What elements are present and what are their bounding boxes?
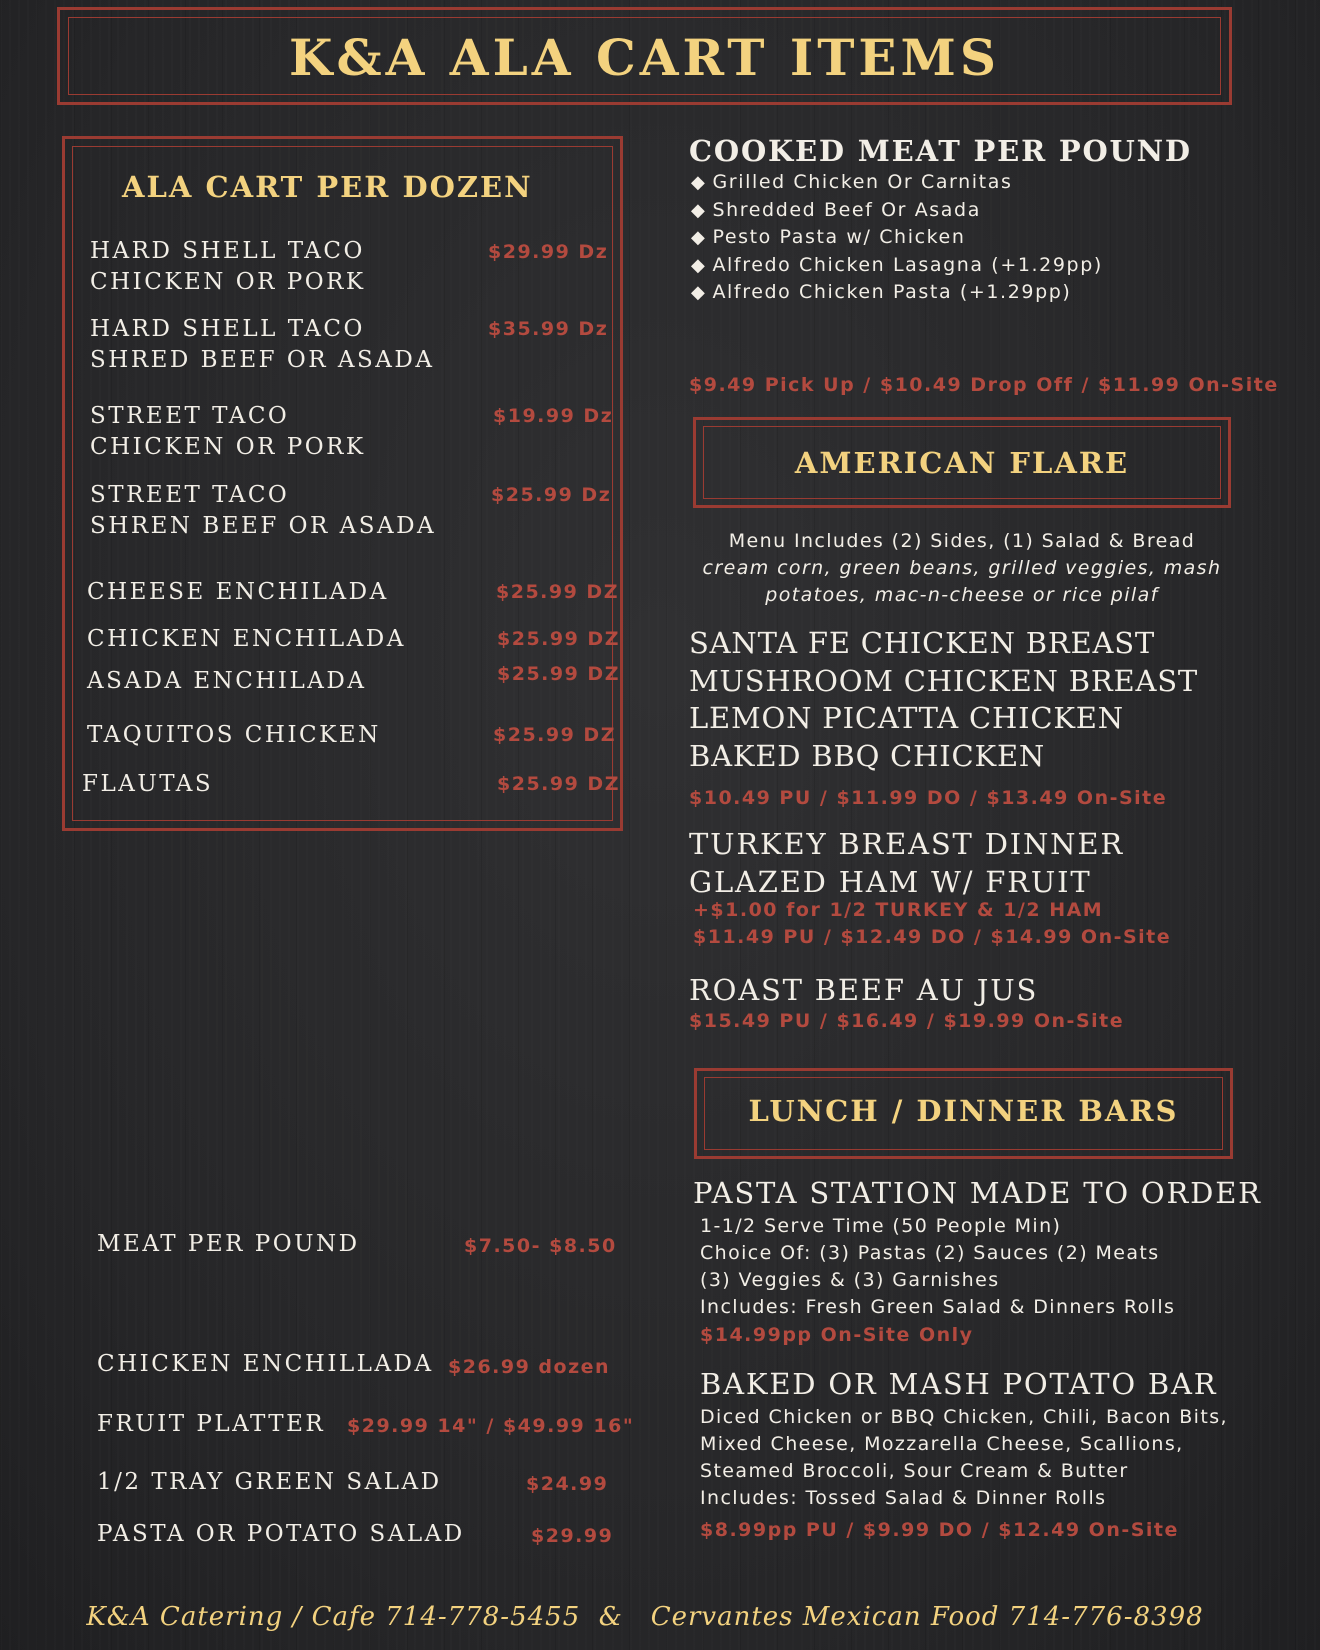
lower-item-name: FRUIT PLATTER (97, 1411, 326, 1437)
list-item: ◆ Shredded Beef Or Asada (691, 198, 981, 221)
potato-bar-title: BAKED OR MASH POTATO BAR (700, 1367, 1218, 1401)
lower-item-name: MEAT PER POUND (97, 1231, 360, 1257)
detail-line: (3) Veggies & (3) Garnishes (700, 1269, 1000, 1291)
diamond-icon: ◆ (691, 199, 707, 221)
diamond-icon: ◆ (691, 282, 707, 303)
cooked-meat-price: $9.49 Pick Up / $10.49 Drop Off / $11.99 On-Site (689, 374, 1279, 396)
item-price: $19.99 Dz (493, 405, 614, 427)
list-item: ◆ Grilled Chicken Or Carnitas (691, 171, 1013, 193)
lower-item-price: $29.99 (531, 1525, 614, 1547)
dish-name: GLAZED HAM W/ FRUIT (689, 864, 1092, 899)
dish-name: TURKEY BREAST DINNER (689, 827, 1124, 861)
american-flare-group2 (689, 826, 1124, 901)
item-name: CHICKEN ENCHILADA (87, 626, 406, 652)
dish-name: BAKED BBQ CHICKEN (689, 738, 1046, 773)
item-name: SHRED BEEF OR ASADA (90, 347, 435, 373)
item-name: CHICKEN OR PORK (90, 269, 366, 295)
item-name: HARD SHELL TACO (90, 316, 365, 342)
item-price: $25.99 DZ (497, 663, 620, 685)
item-name: ASADA ENCHILADA (87, 668, 367, 694)
item-price: $25.99 DZ (497, 628, 620, 650)
list-item: ◆ Pesto Pasta w/ Chicken (691, 226, 966, 248)
detail-line: Diced Chicken or BBQ Chicken, Chili, Bacon Bits, (700, 1406, 1228, 1428)
cooked-meat-list (691, 169, 1103, 307)
menu-item (90, 480, 436, 542)
item-name: TAQUITOS CHICKEN (87, 722, 381, 748)
lower-item-price: $24.99 (526, 1473, 609, 1495)
american-flare-heading: AMERICAN FLARE (794, 446, 1130, 480)
item-price: $25.99 DZ (497, 773, 620, 795)
lower-item-price: $26.99 dozen (448, 1356, 611, 1378)
item-price: $25.99 DZ (493, 724, 616, 746)
lower-item-name: 1/2 TRAY GREEN SALAD (97, 1469, 442, 1495)
item-name: HARD SHELL TACO (90, 238, 365, 264)
item-price: $29.99 Dz (488, 241, 609, 263)
list-item: ◆ Alfredo Chicken Lasagna (+1.29pp) (691, 253, 1103, 276)
menu-item (90, 314, 434, 376)
dish-name: SANTA FE CHICKEN BREAST (689, 626, 1156, 660)
lower-item-name: PASTA OR POTATO SALAD (97, 1521, 465, 1547)
menu-item (90, 401, 366, 463)
item-name: SHREN BEEF OR ASADA (90, 513, 437, 539)
dish-name: LEMON PICATTA CHICKEN (689, 701, 1124, 735)
item-name: CHEESE ENCHILADA (87, 579, 389, 605)
potato-bar-price: $8.99pp PU / $9.99 DO / $12.49 On-Site (700, 1519, 1179, 1541)
item-name: STREET TACO (90, 403, 290, 429)
pasta-station-price: $14.99pp On-Site Only (700, 1324, 974, 1346)
group2-price: $11.49 PU / $12.49 DO / $14.99 On-Site (693, 926, 1172, 948)
detail-line: Choice Of: (3) Pastas (2) Sauces (2) Meats (700, 1242, 1160, 1264)
american-flare-group1 (689, 625, 1198, 775)
dish-name: MUSHROOM CHICKEN BREAST (689, 663, 1199, 698)
item-name: CHICKEN OR PORK (90, 434, 366, 460)
item-price: $35.99 Dz (488, 318, 609, 340)
lower-item-price: $29.99 14" / $49.99 16" (347, 1415, 635, 1437)
pasta-station-title: PASTA STATION MADE TO ORDER (693, 1176, 1262, 1210)
group3-price: $15.49 PU / $16.49 / $19.99 On-Site (689, 1010, 1125, 1032)
american-flare-sides: potatoes, mac-n-cheese or rice pilaf (765, 584, 1159, 606)
diamond-icon: ◆ (691, 172, 707, 193)
item-price: $25.99 Dz (491, 484, 612, 506)
dish-name: ROAST BEEF AU JUS (689, 973, 1039, 1007)
bars-heading: LUNCH / DINNER BARS (748, 1094, 1179, 1128)
footer-contact: K&A Catering / Cafe 714-778-5455 & Cervantes Mexican Food 714-776-8398 (86, 1602, 1204, 1632)
detail-line: Mixed Cheese, Mozzarella Cheese, Scallions, (700, 1433, 1184, 1455)
group2-note: +$1.00 for 1/2 TURKEY & 1/2 HAM (693, 899, 1104, 921)
item-name: FLAUTAS (82, 771, 214, 797)
lower-item-price: $7.50- $8.50 (464, 1235, 617, 1257)
page-title: K&A ALA CART ITEMS (289, 28, 1000, 87)
diamond-icon: ◆ (691, 254, 707, 276)
detail-line: Includes: Tossed Salad & Dinner Rolls (700, 1487, 1107, 1509)
ala-cart-heading: ALA CART PER DOZEN (122, 170, 533, 204)
list-item: ◆ Alfredo Chicken Pasta (+1.29pp) (691, 281, 1072, 303)
cooked-meat-heading: COOKED MEAT PER POUND (689, 134, 1192, 168)
lower-item-name: CHICKEN ENCHILLADA (97, 1351, 434, 1377)
menu-item (90, 236, 366, 298)
diamond-icon: ◆ (691, 227, 707, 248)
detail-line: 1-1/2 Serve Time (50 People Min) (700, 1215, 1062, 1237)
item-price: $25.99 DZ (496, 581, 619, 603)
detail-line: Steamed Broccoli, Sour Cream & Butter (700, 1460, 1129, 1482)
potato-bar-details (700, 1404, 1228, 1512)
group1-price: $10.49 PU / $11.99 DO / $13.49 On-Site (689, 787, 1168, 809)
pasta-station-details (700, 1213, 1175, 1321)
american-flare-includes: Menu Includes (2) Sides, (1) Salad & Bread (728, 530, 1196, 552)
item-name: STREET TACO (90, 482, 290, 508)
detail-line: Includes: Fresh Green Salad & Dinners Rolls (700, 1296, 1176, 1318)
american-flare-sides: cream corn, green beans, grilled veggies, mash (702, 557, 1222, 579)
